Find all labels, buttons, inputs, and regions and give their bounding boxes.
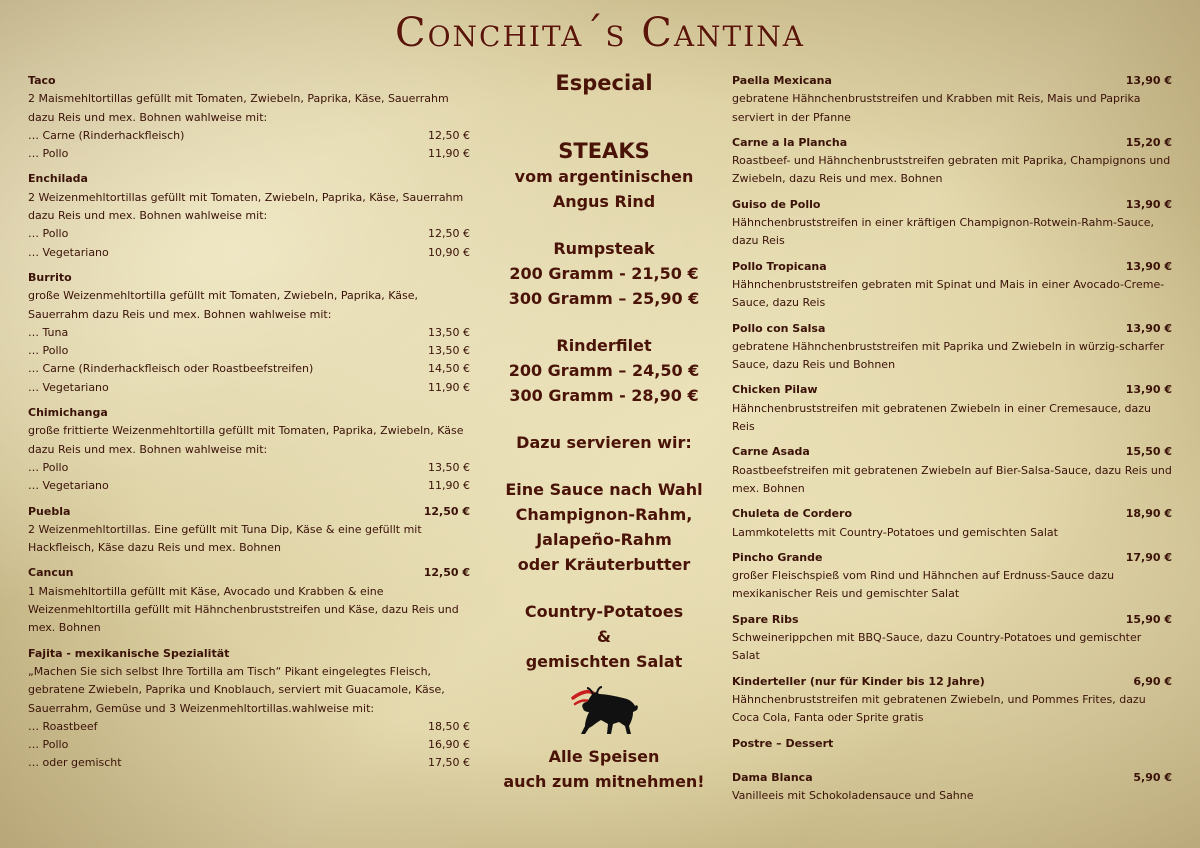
menu-item: [28, 269, 470, 397]
menu-item: [732, 549, 1172, 604]
rinderfilet-price-300: 300 Gramm - 28,90 €: [509, 386, 699, 405]
menu-item-description: Hähnchenbruststreifen in einer kräftigen Champignon-Rotwein-Rahm-Sauce, dazu Reis: [732, 216, 1155, 248]
menu-item-description: Roastbeef- und Hähnchenbruststreifen gebraten mit Paprika, Champignons und Zwiebeln, dazu Reis und mex. Bohnen: [732, 154, 1171, 186]
menu-item-description: 1 Maismehltortilla gefüllt mit Käse, Avocado und Krabben & eine Weizenmehltortilla gefüllt mit Hähnchenbruststreifen und Käse, dazu Reis und mex. Bohnen: [28, 584, 459, 635]
menu-option: [28, 477, 470, 495]
menu-option-label: … Vegetariano: [28, 245, 109, 259]
menu-item-name: Postre – Dessert: [732, 736, 834, 750]
menu-option: [28, 379, 470, 397]
menu-option-price: 13,50 €: [428, 460, 470, 474]
sauce-line-2: Champignon-Rahm,: [515, 505, 693, 524]
menu-option-price: 13,50 €: [428, 344, 470, 358]
menu-item-description: große Weizenmehltortilla gefüllt mit Tomaten, Zwiebeln, Paprika, Käse, Sauerrahm dazu Reis und mex. Bohnen wahlweise mit:: [28, 289, 418, 321]
menu-option-label: … Carne (Rinderhackfleisch oder Roastbeefstreifen): [28, 362, 314, 376]
menu-item-name: Burrito: [28, 270, 72, 284]
menu-item-price: 12,50 €: [423, 566, 470, 580]
sauce-line-4: oder Kräuterbutter: [517, 555, 691, 574]
menu-option: [28, 225, 470, 243]
steaks-subtitle-2: Angus Rind: [552, 192, 656, 211]
menu-item-price: 13,90 €: [1125, 74, 1172, 87]
menu-item: [732, 134, 1172, 189]
menu-item-name: Guiso de Pollo: [732, 197, 821, 211]
menu-item-name: Pollo Tropicana: [732, 259, 827, 273]
menu-item-price: 17,90 €: [1125, 550, 1172, 564]
rinderfilet-price-200: 200 Gramm – 24,50 €: [508, 361, 700, 380]
menu-item-price: 12,50 €: [423, 504, 470, 518]
menu-option-label: … Pollo: [28, 344, 69, 358]
menu-item-description: Hähnchenbruststreifen mit gebratenen Zwiebeln in einer Cremesauce, dazu Reis: [732, 401, 1152, 434]
menu-item-name: Dama Blanca: [732, 770, 813, 784]
menu-option-price: 17,50 €: [428, 756, 470, 770]
left-menu-column: [28, 72, 470, 780]
menu-item-name: Chicken Pilaw: [732, 383, 818, 397]
menu-option-label: … Vegetariano: [28, 380, 109, 394]
menu-item-name: Puebla: [28, 504, 71, 518]
menu-item: [28, 72, 470, 163]
menu-option-label: … Pollo: [28, 227, 69, 241]
menu-item-name: Carne Asada: [732, 445, 810, 459]
menu-item: [732, 381, 1172, 436]
menu-item: [28, 170, 470, 261]
menu-item-name: Pollo con Salsa: [732, 321, 826, 335]
menu-option-price: 11,90 €: [428, 479, 470, 493]
menu-item: [732, 72, 1172, 127]
menu-option: [28, 244, 470, 262]
menu-item-description: Schweinerippchen mit BBQ-Sauce, dazu Country-Potatoes und gemischter Salat: [732, 631, 1142, 663]
menu-option-price: 12,50 €: [428, 227, 470, 241]
right-menu-column: [732, 72, 1172, 812]
menu-option-label: … Vegetariano: [28, 479, 109, 493]
takeaway-line-1: Alle Speisen: [548, 747, 660, 766]
menu-item-description: 2 Weizenmehltortillas gefüllt mit Tomaten, Zwiebeln, Paprika, Käse, Sauerrahm dazu Reis und mex. Bohnen wahlweise mit:: [28, 190, 464, 223]
menu-option-price: 14,50 €: [428, 362, 470, 376]
steaks-heading: STEAKS: [558, 139, 650, 163]
menu-item: [732, 505, 1172, 542]
menu-option-price: 11,90 €: [428, 147, 470, 161]
menu-option-label: … oder gemischt: [28, 756, 122, 770]
menu-item-description: gebratene Hähnchenbruststreifen und Krabben mit Reis, Mais und Paprika serviert in der Pfanne: [732, 92, 1141, 124]
menu-option-price: 18,50 €: [428, 719, 470, 733]
menu-item-name: Fajita - mexikanische Spezialität: [28, 646, 230, 660]
menu-item: [732, 258, 1172, 313]
takeaway-line-2: auch zum mitnehmen!: [503, 772, 705, 791]
menu-option-label: … Pollo: [28, 738, 69, 752]
menu-item-price: 6,90 €: [1133, 674, 1172, 688]
side-line-1: Country-Potatoes: [524, 602, 684, 621]
menu-title: Conchita´s Cantina: [394, 10, 805, 56]
menu-item-price: 18,90 €: [1125, 507, 1172, 521]
serve-heading: Dazu servieren wir:: [516, 433, 692, 452]
menu-item: [28, 404, 470, 495]
menu-item-description: 2 Weizenmehltortillas. Eine gefüllt mit Tuna Dip, Käse & eine gefüllt mit Hackfleisch, Käse dazu Reis und mex. Bohnen: [28, 522, 422, 555]
menu-item: [732, 443, 1172, 498]
especial-heading: Especial: [555, 71, 653, 95]
menu-item-price: 15,90 €: [1125, 612, 1172, 626]
menu-option-price: 12,50 €: [428, 128, 470, 142]
menu-item-name: Paella Mexicana: [732, 74, 832, 87]
menu-item-price: 15,20 €: [1125, 135, 1172, 149]
specials-column: [480, 70, 728, 794]
menu-option-label: … Carne (Rinderhackfleisch): [28, 128, 185, 142]
menu-option: [28, 127, 470, 145]
menu-item-description: „Machen Sie sich selbst Ihre Tortilla am Tisch“ Pikant eingelegtes Fleisch, gebratene Zwiebeln, Paprika und Knoblauch, serviert mit Guacamole, Käse, Sauerrahm, Gemüse und 3 Weizenmehltortillas.wahlweise mit:: [28, 664, 445, 715]
menu-item-name: Pincho Grande: [732, 550, 823, 564]
rumpsteak-heading: Rumpsteak: [553, 239, 655, 258]
menu-item: [28, 503, 470, 558]
menu-item-price: 5,90 €: [1133, 770, 1172, 784]
menu-option: [28, 342, 470, 360]
menu-item-name: Kinderteller (nur für Kinder bis 12 Jahre): [732, 674, 985, 688]
menu-item-description: großer Fleischspieß vom Rind und Hähnchen auf Erdnuss-Sauce dazu mexikanischer Reis und gemischter Salat: [732, 569, 1115, 601]
menu-item-name: Chuleta de Cordero: [732, 507, 853, 521]
menu-option-label: … Roastbeef: [28, 719, 98, 733]
menu-item: [732, 769, 1172, 806]
menu-item-name: Enchilada: [28, 172, 88, 186]
menu-option: [28, 459, 470, 477]
menu-item-price: 13,90 €: [1125, 197, 1172, 211]
menu-item-description: Hähnchenbruststreifen mit gebratenen Zwiebeln, und Pommes Frites, dazu Coca Cola, Fanta oder Sprite gratis: [732, 692, 1146, 725]
menu-item-description: Vanilleeis mit Schokoladensauce und Sahne: [732, 789, 974, 803]
menu-option: [28, 360, 470, 378]
menu-item-name: Chimichanga: [28, 406, 108, 420]
menu-item-name: Carne a la Plancha: [732, 135, 848, 149]
menu-item: [732, 673, 1172, 728]
menu-item-name: Taco: [28, 74, 56, 87]
steaks-subtitle-1: vom argentinischen: [514, 167, 694, 186]
menu-item: [732, 196, 1172, 251]
rumpsteak-price-200: 200 Gramm - 21,50 €: [509, 264, 699, 283]
menu-option: [28, 718, 470, 736]
menu-option-price: 16,90 €: [428, 738, 470, 752]
menu-option: [28, 754, 470, 772]
menu-option-label: … Pollo: [28, 147, 69, 161]
menu-item-description: 2 Maismehltortillas gefüllt mit Tomaten, Zwiebeln, Paprika, Käse, Sauerrahm dazu Reis und mex. Bohnen wahlweise mit:: [28, 92, 449, 124]
sauce-line-3: Jalapeño-Rahm: [536, 530, 672, 549]
menu-item: [732, 320, 1172, 375]
menu-option-price: 11,90 €: [428, 380, 470, 394]
menu-option-price: 10,90 €: [428, 245, 470, 259]
rinderfilet-heading: Rinderfilet: [556, 336, 652, 355]
menu-option-price: 13,50 €: [428, 325, 470, 339]
menu-item-price: 15,50 €: [1125, 445, 1172, 459]
menu-item-description: gebratene Hähnchenbruststreifen mit Paprika und Zwiebeln in würzig-scharfer Sauce, dazu Reis und Bohnen: [732, 339, 1165, 372]
menu-option-label: … Pollo: [28, 460, 69, 474]
menu-item: [732, 611, 1172, 666]
menu-option-label: … Tuna: [28, 325, 69, 339]
menu-option: [28, 324, 470, 342]
side-line-3: gemischten Salat: [525, 652, 683, 671]
menu-item-price: 13,90 €: [1125, 321, 1172, 335]
menu-item-price: 13,90 €: [1125, 259, 1172, 273]
menu-item: [732, 735, 1172, 753]
menu-option: [28, 145, 470, 163]
menu-item-description: große frittierte Weizenmehltortilla gefüllt mit Tomaten, Paprika, Zwiebeln, Käse dazu Reis und mex. Bohnen wahlweise mit:: [28, 424, 464, 456]
menu-item-description: Roastbeefstreifen mit gebratenen Zwiebeln auf Bier-Salsa-Sauce, dazu Reis und mex. Bohnen: [732, 463, 1172, 495]
menu-item-description: Lammkoteletts mit Country-Potatoes und gemischten Salat: [732, 525, 1058, 539]
rumpsteak-price-300: 300 Gramm – 25,90 €: [508, 289, 700, 308]
menu-item-description: Hähnchenbruststreifen gebraten mit Spinat und Mais in einer Avocado-Creme-Sauce, dazu Reis: [732, 277, 1165, 310]
menu-item-name: Cancun: [28, 566, 74, 580]
menu-item: [28, 645, 470, 773]
menu-item-name: Spare Ribs: [732, 612, 799, 626]
side-line-2: &: [597, 627, 611, 646]
menu-option: [28, 736, 470, 754]
menu-item: [28, 564, 470, 637]
menu-item-price: 13,90 €: [1125, 383, 1172, 397]
bull-icon: [567, 682, 641, 738]
sauce-line-1: Eine Sauce nach Wahl: [505, 480, 703, 499]
